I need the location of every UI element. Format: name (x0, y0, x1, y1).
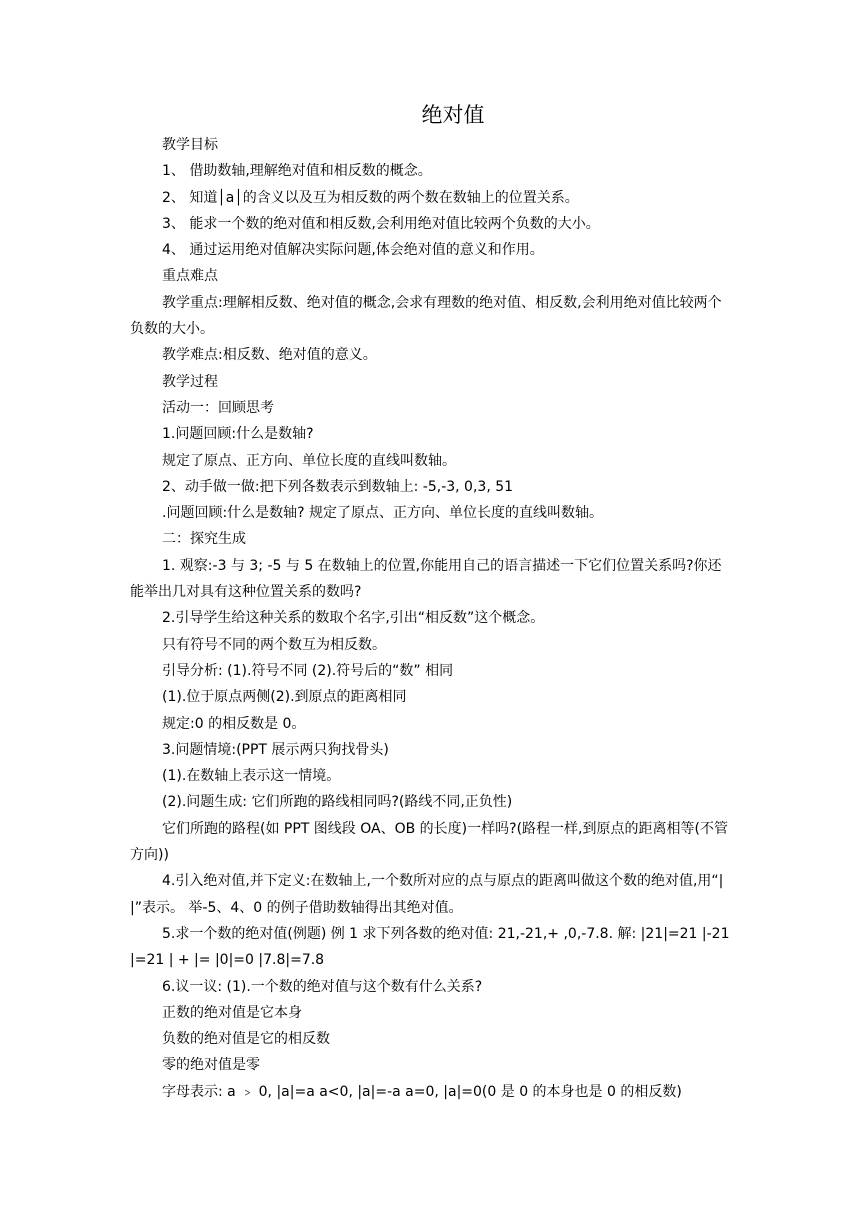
section-heading-objectives: 教学目标 (162, 137, 218, 153)
paragraph-zero-rule: 规定:0 的相反数是 0。 (162, 715, 306, 732)
paragraph-key-point: 教学重点:理解相反数、绝对值的概念,会求有理数的绝对值、相反数,会利用绝对值比较两个负数的大小。 (130, 294, 722, 338)
section-heading-process: 教学过程 (162, 373, 218, 390)
paragraph-problem-generation: (2).问题生成: 它们所跑的路线相同吗?(路线不同,正负性) (162, 794, 513, 811)
paragraph-example: 5.求一个数的绝对值(例题) 例 1 求下列各数的绝对值: 21,-21,+ ,0,-7.8. 解: |21|=21 |-21|=21 | + |= |0|=0 |7.8|=7.8 (130, 925, 730, 969)
objective-item-1: 1、 借助数轴,理解绝对值和相反数的概念。 (162, 163, 432, 180)
paragraph-positive-rule: 正数的绝对值是它本身 (162, 1004, 302, 1021)
document-body (130, 132, 734, 1105)
paragraph-guide-naming: 2.引导学生给这种关系的数取个名字,引出“相反数”这个概念。 (162, 610, 545, 627)
paragraph-problem-situation: 3.问题情境:(PPT 展示两只狗找骨头) (162, 741, 389, 758)
paragraph-absolute-definition: 4.引入绝对值,并下定义:在数轴上,一个数所对应的点与原点的距离叫做这个数的绝对值,用“| |”表示。 举-5、4、0 的例子借助数轴得出其绝对值。 (130, 873, 724, 916)
objective-item-2: 2、 知道│a│的含义以及互为相反数的两个数在数轴上的位置关系。 (162, 189, 579, 206)
paragraph-guide-analysis: 引导分析: (1).符号不同 (2).符号后的“数” 相同 (162, 662, 454, 679)
paragraph-hands-on: 2、动手做一做:把下列各数表示到数轴上: -5,-3, 0,3, 51 (162, 478, 514, 495)
paragraph-question-review-2: .问题回顾:什么是数轴? 规定了原点、正方向、单位长度的直线叫数轴。 (162, 505, 604, 522)
objective-item-4: 4、 通过运用绝对值解决实际问题,体会绝对值的意义和作用。 (162, 242, 544, 259)
paragraph-discussion: 6.议一议: (1).一个数的绝对值与这个数有什么关系? (162, 978, 483, 995)
paragraph-negative-rule: 负数的绝对值是它的相反数 (162, 1031, 330, 1048)
paragraph-position-analysis: (1).位于原点两侧(2).到原点的距离相同 (162, 689, 407, 706)
objective-item-3: 3、 能求一个数的绝对值和相反数,会利用绝对值比较两个负数的大小。 (162, 215, 600, 232)
document-title: 绝对值 (421, 103, 485, 127)
section-heading-key-points: 重点难点 (162, 268, 218, 285)
paragraph-question-review: 1.问题回顾:什么是数轴? (162, 426, 314, 443)
paragraph-observe: 1. 观察:-3 与 3; -5 与 5 在数轴上的位置,你能用自己的语言描述一下它们位置关系吗?你还能举出几对具有这种位置关系的数吗? (130, 557, 722, 601)
activity-heading-2: 二：探究生成 (162, 531, 246, 548)
paragraph-opposite-definition: 只有符号不同的两个数互为相反数。 (162, 636, 386, 653)
paragraph-letter-representation: 字母表示: a ﹥ 0, |a|=a a<0, |a|=-a a=0, |a|=0(0 是 0 的本身也是 0 的相反数) (162, 1083, 682, 1100)
paragraph-represent-situation: (1).在数轴上表示这一情境。 (162, 768, 341, 785)
paragraph-distance-question: 它们所跑的路程(如 PPT 图线段 OA、OB 的长度)一样吗?(路程一样,到原点的距离相等(不管方向)) (130, 820, 728, 864)
paragraph-zero-absolute-rule: 零的绝对值是零 (162, 1057, 260, 1074)
paragraph-number-line-definition: 规定了原点、正方向、单位长度的直线叫数轴。 (162, 452, 456, 469)
paragraph-difficulty: 教学难点:相反数、绝对值的意义。 (162, 347, 377, 364)
activity-heading-1: 活动一：回顾思考 (162, 399, 274, 416)
